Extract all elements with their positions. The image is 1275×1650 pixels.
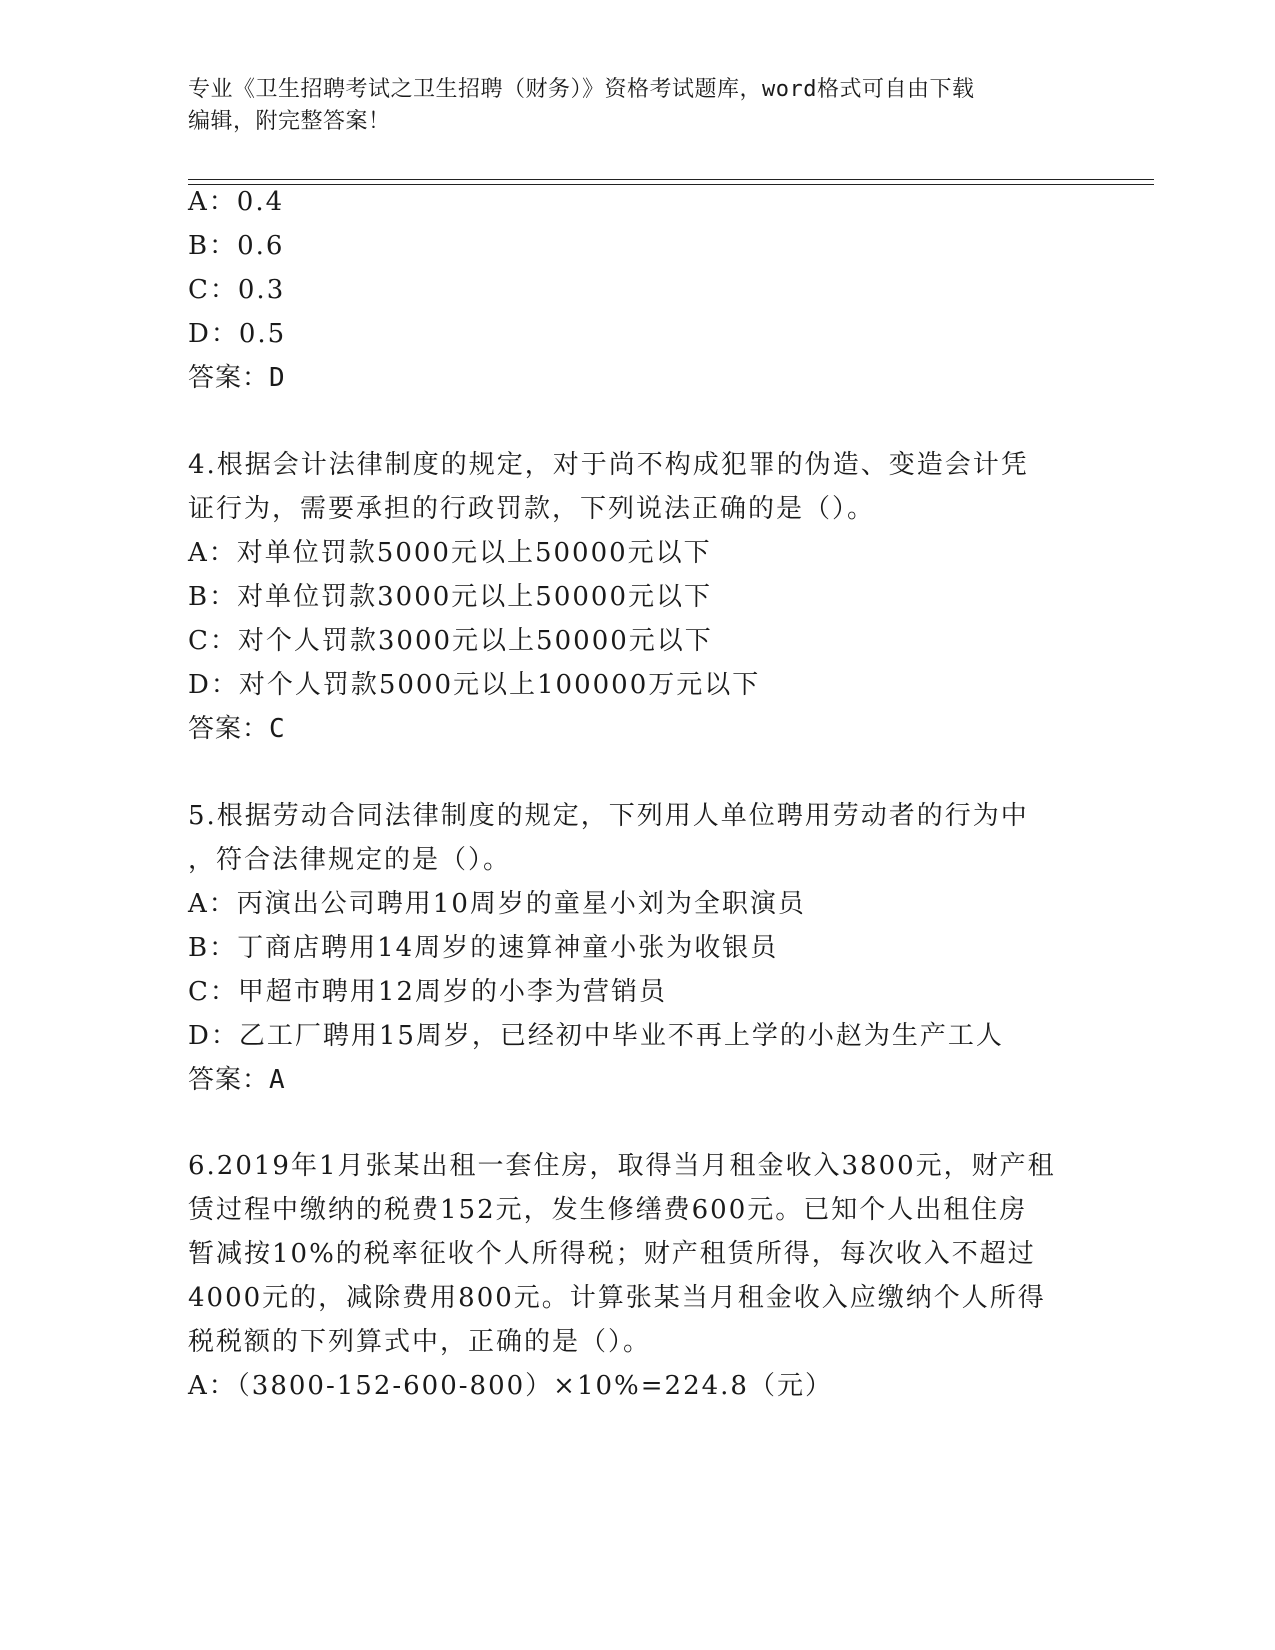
header-divider [188, 179, 1154, 180]
document-header [188, 74, 1088, 138]
option-a: A：0.4 [188, 187, 285, 217]
question-stem: 4.根据会计法律制度的规定，对于尚不构成犯罪的伪造、变造会计凭 [188, 450, 1029, 480]
option-a: A：（3800-152-600-800）×10%=224.8（元） [188, 1371, 833, 1401]
option-d: D：0.5 [188, 319, 287, 349]
option-c: C：甲超市聘用12周岁的小李为营销员 [188, 977, 667, 1007]
question-stem: 5.根据劳动合同法律制度的规定，下列用人单位聘用劳动者的行为中 [188, 801, 1029, 831]
question-stem: 4000元的，减除费用800元。计算张某当月租金收入应缴纳个人所得 [188, 1283, 1046, 1313]
option-d: D：乙工厂聘用15周岁，已经初中毕业不再上学的小赵为生产工人 [188, 1021, 1004, 1051]
option-c: C：0.3 [188, 275, 286, 305]
header-title-line: 编辑，附完整答案！ [188, 109, 391, 134]
header-divider [188, 184, 1154, 185]
option-b: B：0.6 [188, 231, 285, 261]
answer-line: 答案：C [188, 714, 286, 744]
question-stem: 赁过程中缴纳的税费152元，发生修缮费600元。已知个人出租住房 [188, 1195, 1028, 1225]
question-stem: ，符合法律规定的是（）。 [188, 845, 512, 875]
question-stem: 暂减按10%的税率征收个人所得税；财产租赁所得，每次收入不超过 [188, 1239, 1036, 1269]
option-b: B：丁商店聘用14周岁的速算神童小张为收银员 [188, 933, 779, 963]
option-a: A：对单位罚款5000元以上50000元以下 [188, 538, 712, 568]
question-stem: 税税额的下列算式中，正确的是（）。 [188, 1327, 652, 1357]
answer-line: 答案：A [188, 1065, 286, 1095]
header-title-line: 专业《卫生招聘考试之卫生招聘（财务）》资格考试题库，word格式可自由下载 [188, 77, 975, 102]
question-stem: 证行为，需要承担的行政罚款，下列说法正确的是（）。 [188, 494, 876, 524]
answer-line: 答案：D [188, 363, 286, 393]
option-d: D：对个人罚款5000元以上100000万元以下 [188, 670, 761, 700]
option-a: A：丙演出公司聘用10周岁的童星小刘为全职演员 [188, 889, 806, 919]
option-b: B：对单位罚款3000元以上50000元以下 [188, 582, 712, 612]
question-stem: 6.2019年1月张某出租一套住房，取得当月租金收入3800元，财产租 [188, 1151, 1056, 1181]
option-c: C：对个人罚款3000元以上50000元以下 [188, 626, 713, 656]
